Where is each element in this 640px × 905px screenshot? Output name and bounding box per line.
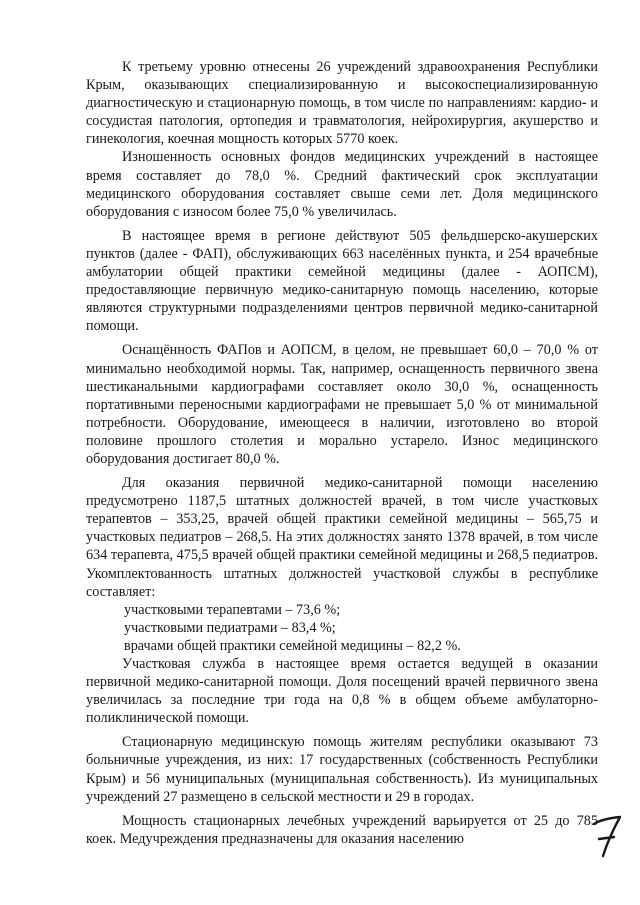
paragraph-fap-aopsm: В настоящее время в регионе действуют 505 фельдшерско-акушерских пунктов (далее - ФАП), обслуживающих 663 населённых пункта, и 254 врачебные амбулатории общей практики семейной медицины (далее - АОПСМ), предоставляющие первичную медико-санитарную помощь населению, которые являются структурными подразделениями центров первичной медико-санитарной помощи. <box>86 227 598 335</box>
list-item: участковыми терапевтами – 73,6 %; <box>124 601 341 618</box>
paragraph-hospital-capacity: Мощность стационарных лечебных учреждений варьируется от 25 до 785 коек. Медучреждения предназначены для оказания населению <box>86 812 598 847</box>
paragraph-equipment: Оснащённость ФАПов и АОПСМ, в целом, не превышает 60,0 – 70,0 % от минимально необходимой нормы. Так, например, оснащенность первичного звена шестиканальными кардиографами составляет около 30,0 %, оснащенность портативными переносными кардиографами не превышает 5,0 % от минимальной потребности. Оборудование, имеющееся в наличии, изготовлено во второй половине прошлого столетия и морально устарело. Износ медицинского оборудования достигает 80,0 %. <box>86 342 598 467</box>
paragraph-third-level: К третьему уровню отнесены 26 учреждений здравоохранения Республики Крым, оказывающих специализированную и высокоспециализированную диагностическую и стационарную помощь, в том числе по направлениям: кардио- и сосудистая патология, ортопедия и травматология, нейрохирургия, акушерство и гинекология, коечная мощность которых 5770 коек. <box>86 59 598 148</box>
paragraph-staffing: Для оказания первичной медико-санитарной помощи населению предусмотрено 1187,5 штатных должностей врачей, в том числе участковых терапевтов – 353,25, врачей общей практики семейной медицины – 565,75 и участковых педиатров – 268,5. На этих должностях занято 1378 врачей, в том числе 634 терапевта, 475,5 врачей общей практики семейной медицины и 268,5 педиатров. Укомплектованность штатных должностей участковой службы в республике составляет: <box>86 475 598 600</box>
list-item: врачами общей практики семейной медицины – 82,2 %. <box>124 637 461 654</box>
document-body <box>86 58 598 848</box>
staffing-list <box>86 601 598 655</box>
list-item: участковыми педиатрами – 83,4 %; <box>124 619 336 636</box>
paragraph-fixed-assets-wear: Изношенность основных фондов медицинских учреждений в настоящее время составляет до 78,0 %. Средний фактический срок эксплуатации медицинского оборудования составляет свыше семи лет. Доля медицинского оборудования с износом более 75,0 % увеличилась. <box>86 149 598 220</box>
paragraph-inpatient-care: Стационарную медицинскую помощь жителям республики оказывают 73 больничные учреждения, из них: 17 государственных (собственность Республики Крым) и 56 муниципальных (муниципальная собственность). Из муниципальных учреждений 27 размещено в сельской местности и 29 в городах. <box>86 734 598 805</box>
paragraph-district-service: Участковая служба в настоящее время остается ведущей в оказании первичной медико-санитарной помощи. Доля посещений врачей первичного звена увеличилась за последние три года на 0,8 % в общем объеме амбулаторно-поликлинической помощи. <box>86 656 598 727</box>
handwritten-page-number <box>590 812 624 864</box>
